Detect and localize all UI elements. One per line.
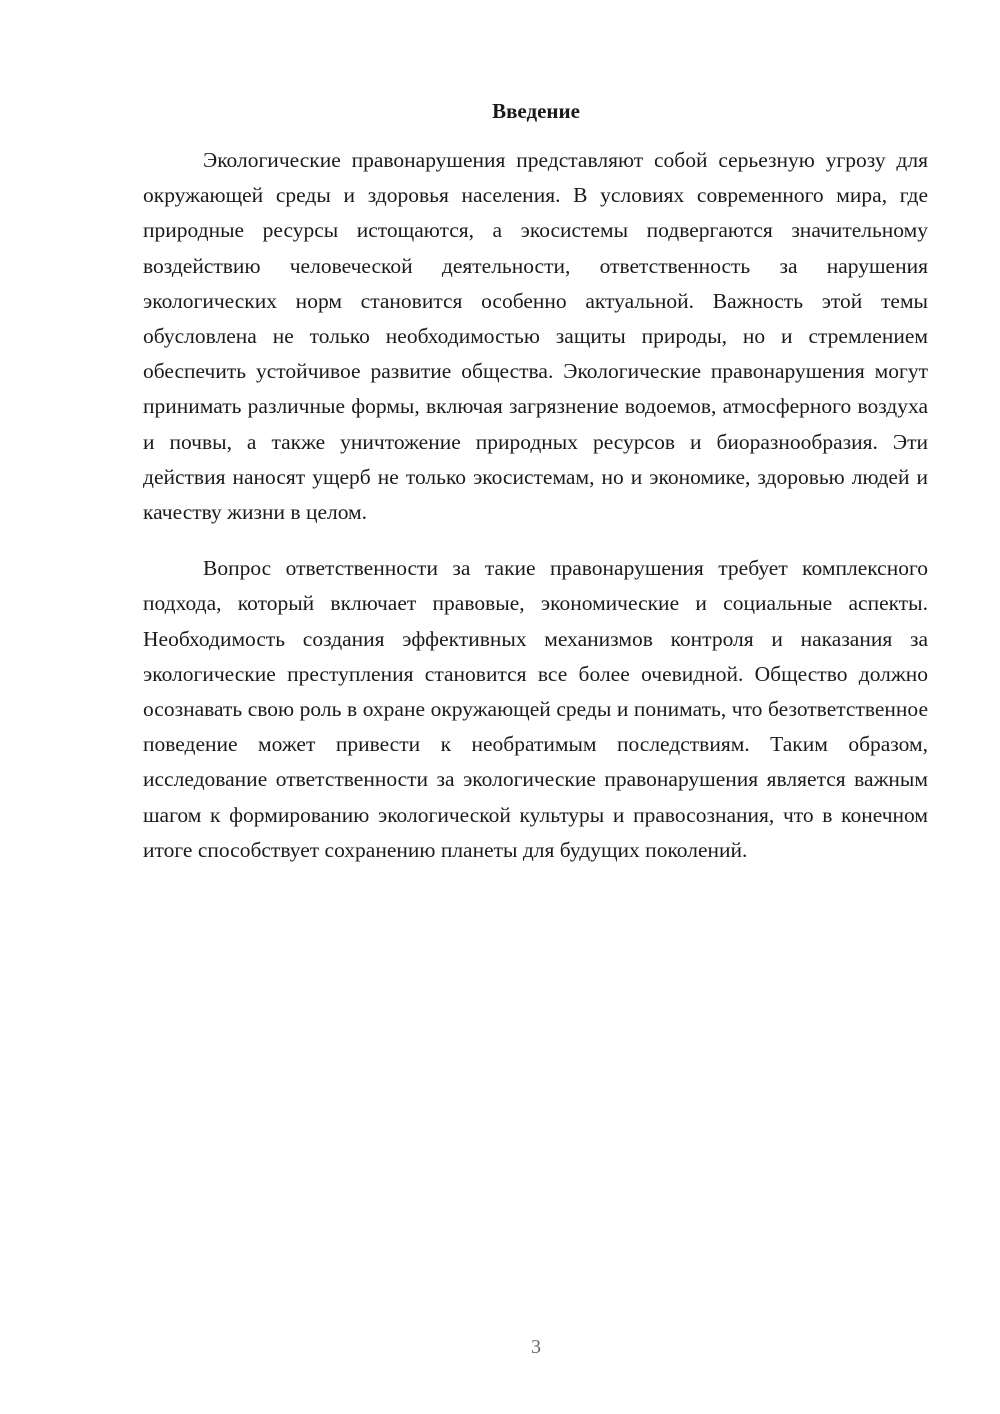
paragraph: Экологические правонарушения представляют собой серьезную угрозу для окружающей среды и здоровья населения. В условиях современного мира, где природные ресурсы истощаются, а экосистемы подвергаются значительному воздействию человеческой деятельности, ответственность за нарушения экологических норм становится особенно актуальной. Важность этой темы обусловлена не только необходимостью защиты природы, но и стремлением обеспечить устойчивое развитие общества. Экологические правонарушения могут принимать различные формы, включая загрязнение водоемов, атмосферного воздуха и почвы, а также уничтожение природных ресурсов и биоразнообразия. Эти действия наносят ущерб не только экосистемам, но и экономике, здоровью людей и качеству жизни в целом.: [143, 148, 928, 525]
paragraph: Вопрос ответственности за такие правонарушения требует комплексного подхода, который включает правовые, экономические и социальные аспекты. Необходимость создания эффективных механизмов контроля и наказания за экологические преступления становится все более очевидной. Общество должно осознавать свою роль в охране окружающей среды и понимать, что безответственное поведение может привести к необратимым последствиям. Таким образом, исследование ответственности за экологические правонарушения является важным шагом к формированию экологической культуры и правосознания, что в конечном итоге способствует сохранению планеты для будущих поколений.: [143, 556, 928, 862]
body-text: [143, 143, 928, 868]
section-heading: Введение: [492, 99, 580, 123]
page-number: 3: [531, 1336, 541, 1358]
